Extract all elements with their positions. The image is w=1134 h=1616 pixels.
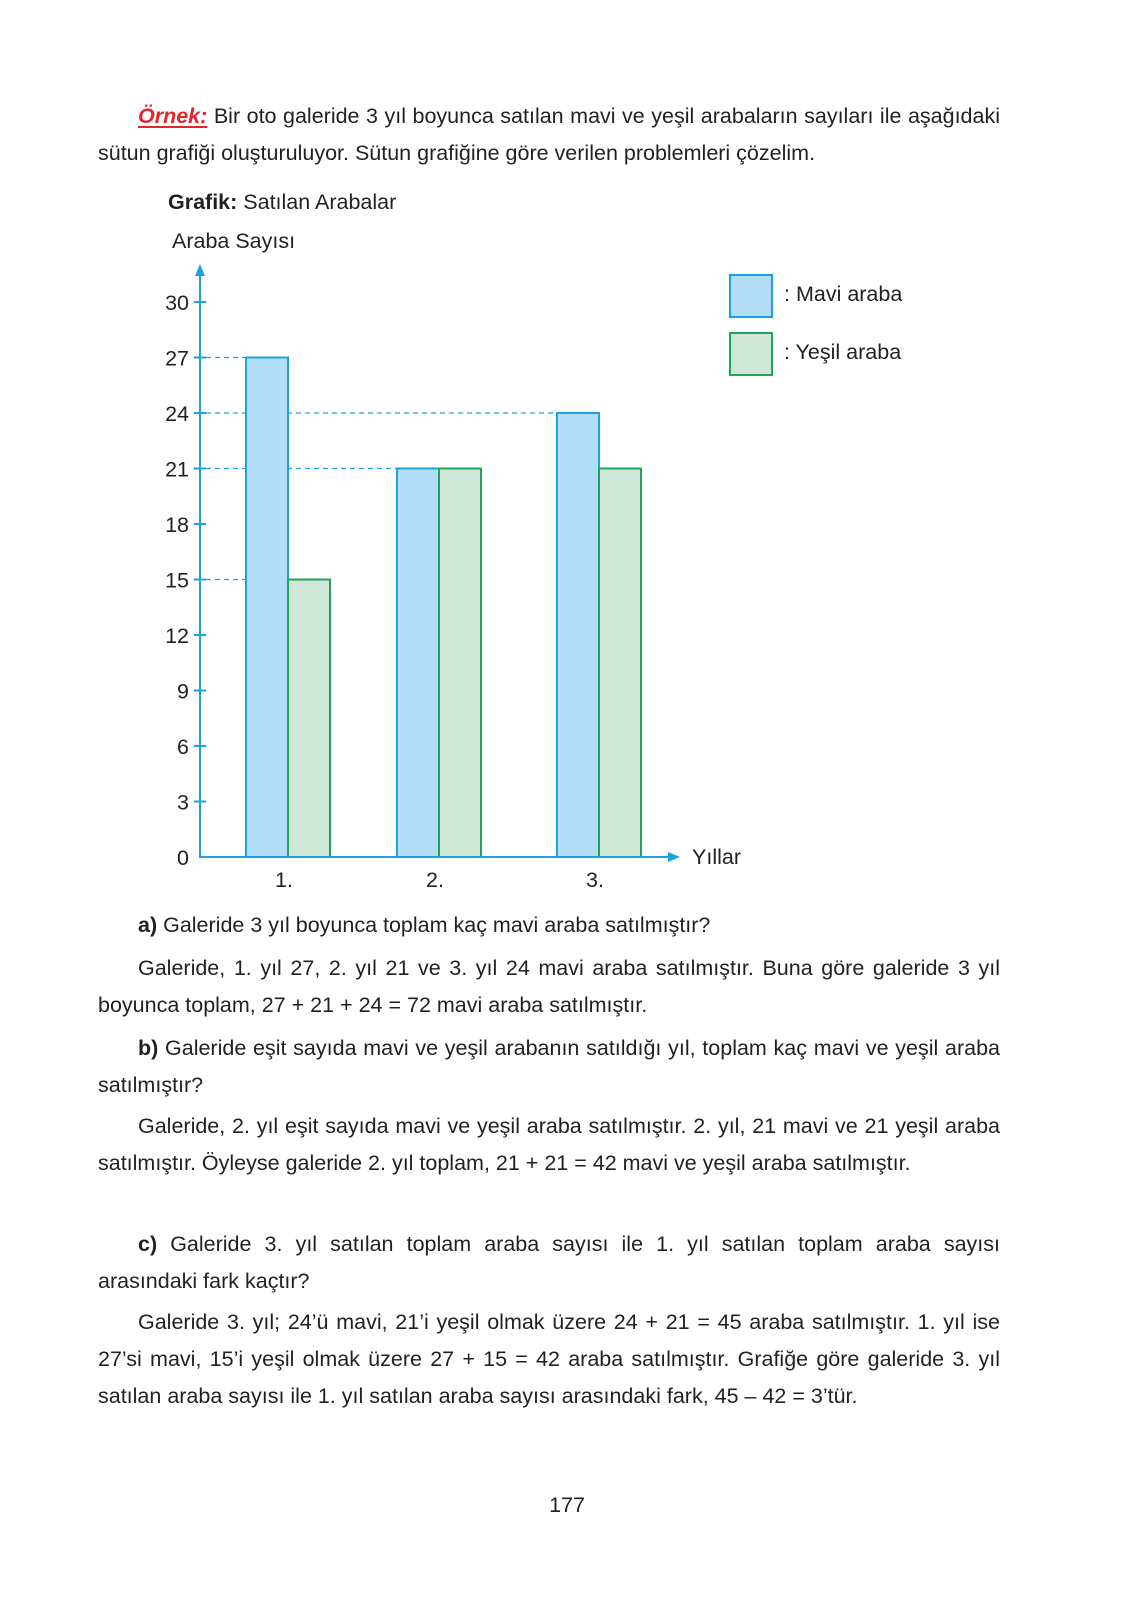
x-axis-arrow [668,852,680,862]
y-tick-label: 12 [165,624,189,648]
chart-title: Grafik: Satılan Arabalar [168,190,397,214]
answer-a: Galeride, 1. yıl 27, 2. yıl 21 ve 3. yıl 24 mavi araba satılmıştır. Buna göre galeride 3 yıl boyunca toplam, 27 + 21 + 24 = 72 mavi araba satılmıştır. [98,956,1000,1017]
intro-text: Bir oto galeride 3 yıl boyunca satılan mavi ve yeşil arabaların sayıları ile aşağıdaki sütun grafiği oluşturuluyor. Sütun grafiğine göre verilen problemleri çözelim. [98,104,1000,165]
y-tick-label: 30 [165,291,189,315]
legend-label-yesil: : Yeşil araba [784,340,902,364]
y-tick-label: 21 [165,457,189,482]
question-a: a) Galeride 3 yıl boyunca toplam kaç mavi araba satılmıştır? [138,913,711,937]
y-tick-label: 18 [165,513,189,537]
x-tick-label: 3. [586,868,604,892]
example-label: Örnek: [138,104,208,128]
y-tick-label: 0 [177,846,189,870]
legend-swatch-mavi [730,275,772,317]
bar-mavi [557,413,599,857]
x-tick-label: 2. [426,868,444,892]
y-tick-label: 24 [165,402,189,426]
bar-yesil [439,469,481,858]
x-axis-label: Yıllar [692,845,741,869]
bar-yesil [288,580,330,858]
legend-label-mavi: : Mavi araba [784,282,903,306]
y-tick-label: 3 [177,790,189,815]
answer-b: Galeride, 2. yıl eşit sayıda mavi ve yeşil araba satılmıştır. 2. yıl, 21 mavi ve 21 yeşil araba satılmıştır. Öyleyse galeride 2. yıl toplam, 21 + 21 = 42 mavi ve yeşil araba satılmıştır. [98,1114,1000,1175]
bar-mavi [397,469,439,858]
y-tick-label: 9 [177,679,189,704]
answer-c: Galeride 3. yıl; 24’ü mavi, 21’i yeşil olmak üzere 24 + 21 = 45 araba satılmıştır. 1. yıl ise 27’si mavi, 15’i yeşil olmak üzere 27 + 15 = 42 araba satılmıştır. Grafiğe göre galeride 3. yıl satılan araba sayısı ile 1. yıl satılan araba sayısı arasındaki fark, 45 – 42 = 3’tür. [98,1310,1000,1408]
page-number: 177 [549,1493,585,1517]
y-axis-label: Araba Sayısı [172,229,296,253]
y-tick-label: 15 [165,568,189,593]
question-b: b) Galeride eşit sayıda mavi ve yeşil arabanın satıldığı yıl, toplam kaç mavi ve yeşil araba satılmıştır? [98,1036,1000,1097]
x-tick-label: 1. [275,868,293,892]
bar-yesil [599,469,641,858]
legend-swatch-yesil [730,333,772,375]
y-tick-label: 27 [165,346,189,371]
bar-mavi [246,358,288,858]
y-axis-arrow [195,264,205,276]
y-tick-label: 6 [177,735,189,759]
question-c: c) Galeride 3. yıl satılan toplam araba sayısı ile 1. yıl satılan toplam araba sayısı arasındaki fark kaçtır? [98,1232,1000,1293]
